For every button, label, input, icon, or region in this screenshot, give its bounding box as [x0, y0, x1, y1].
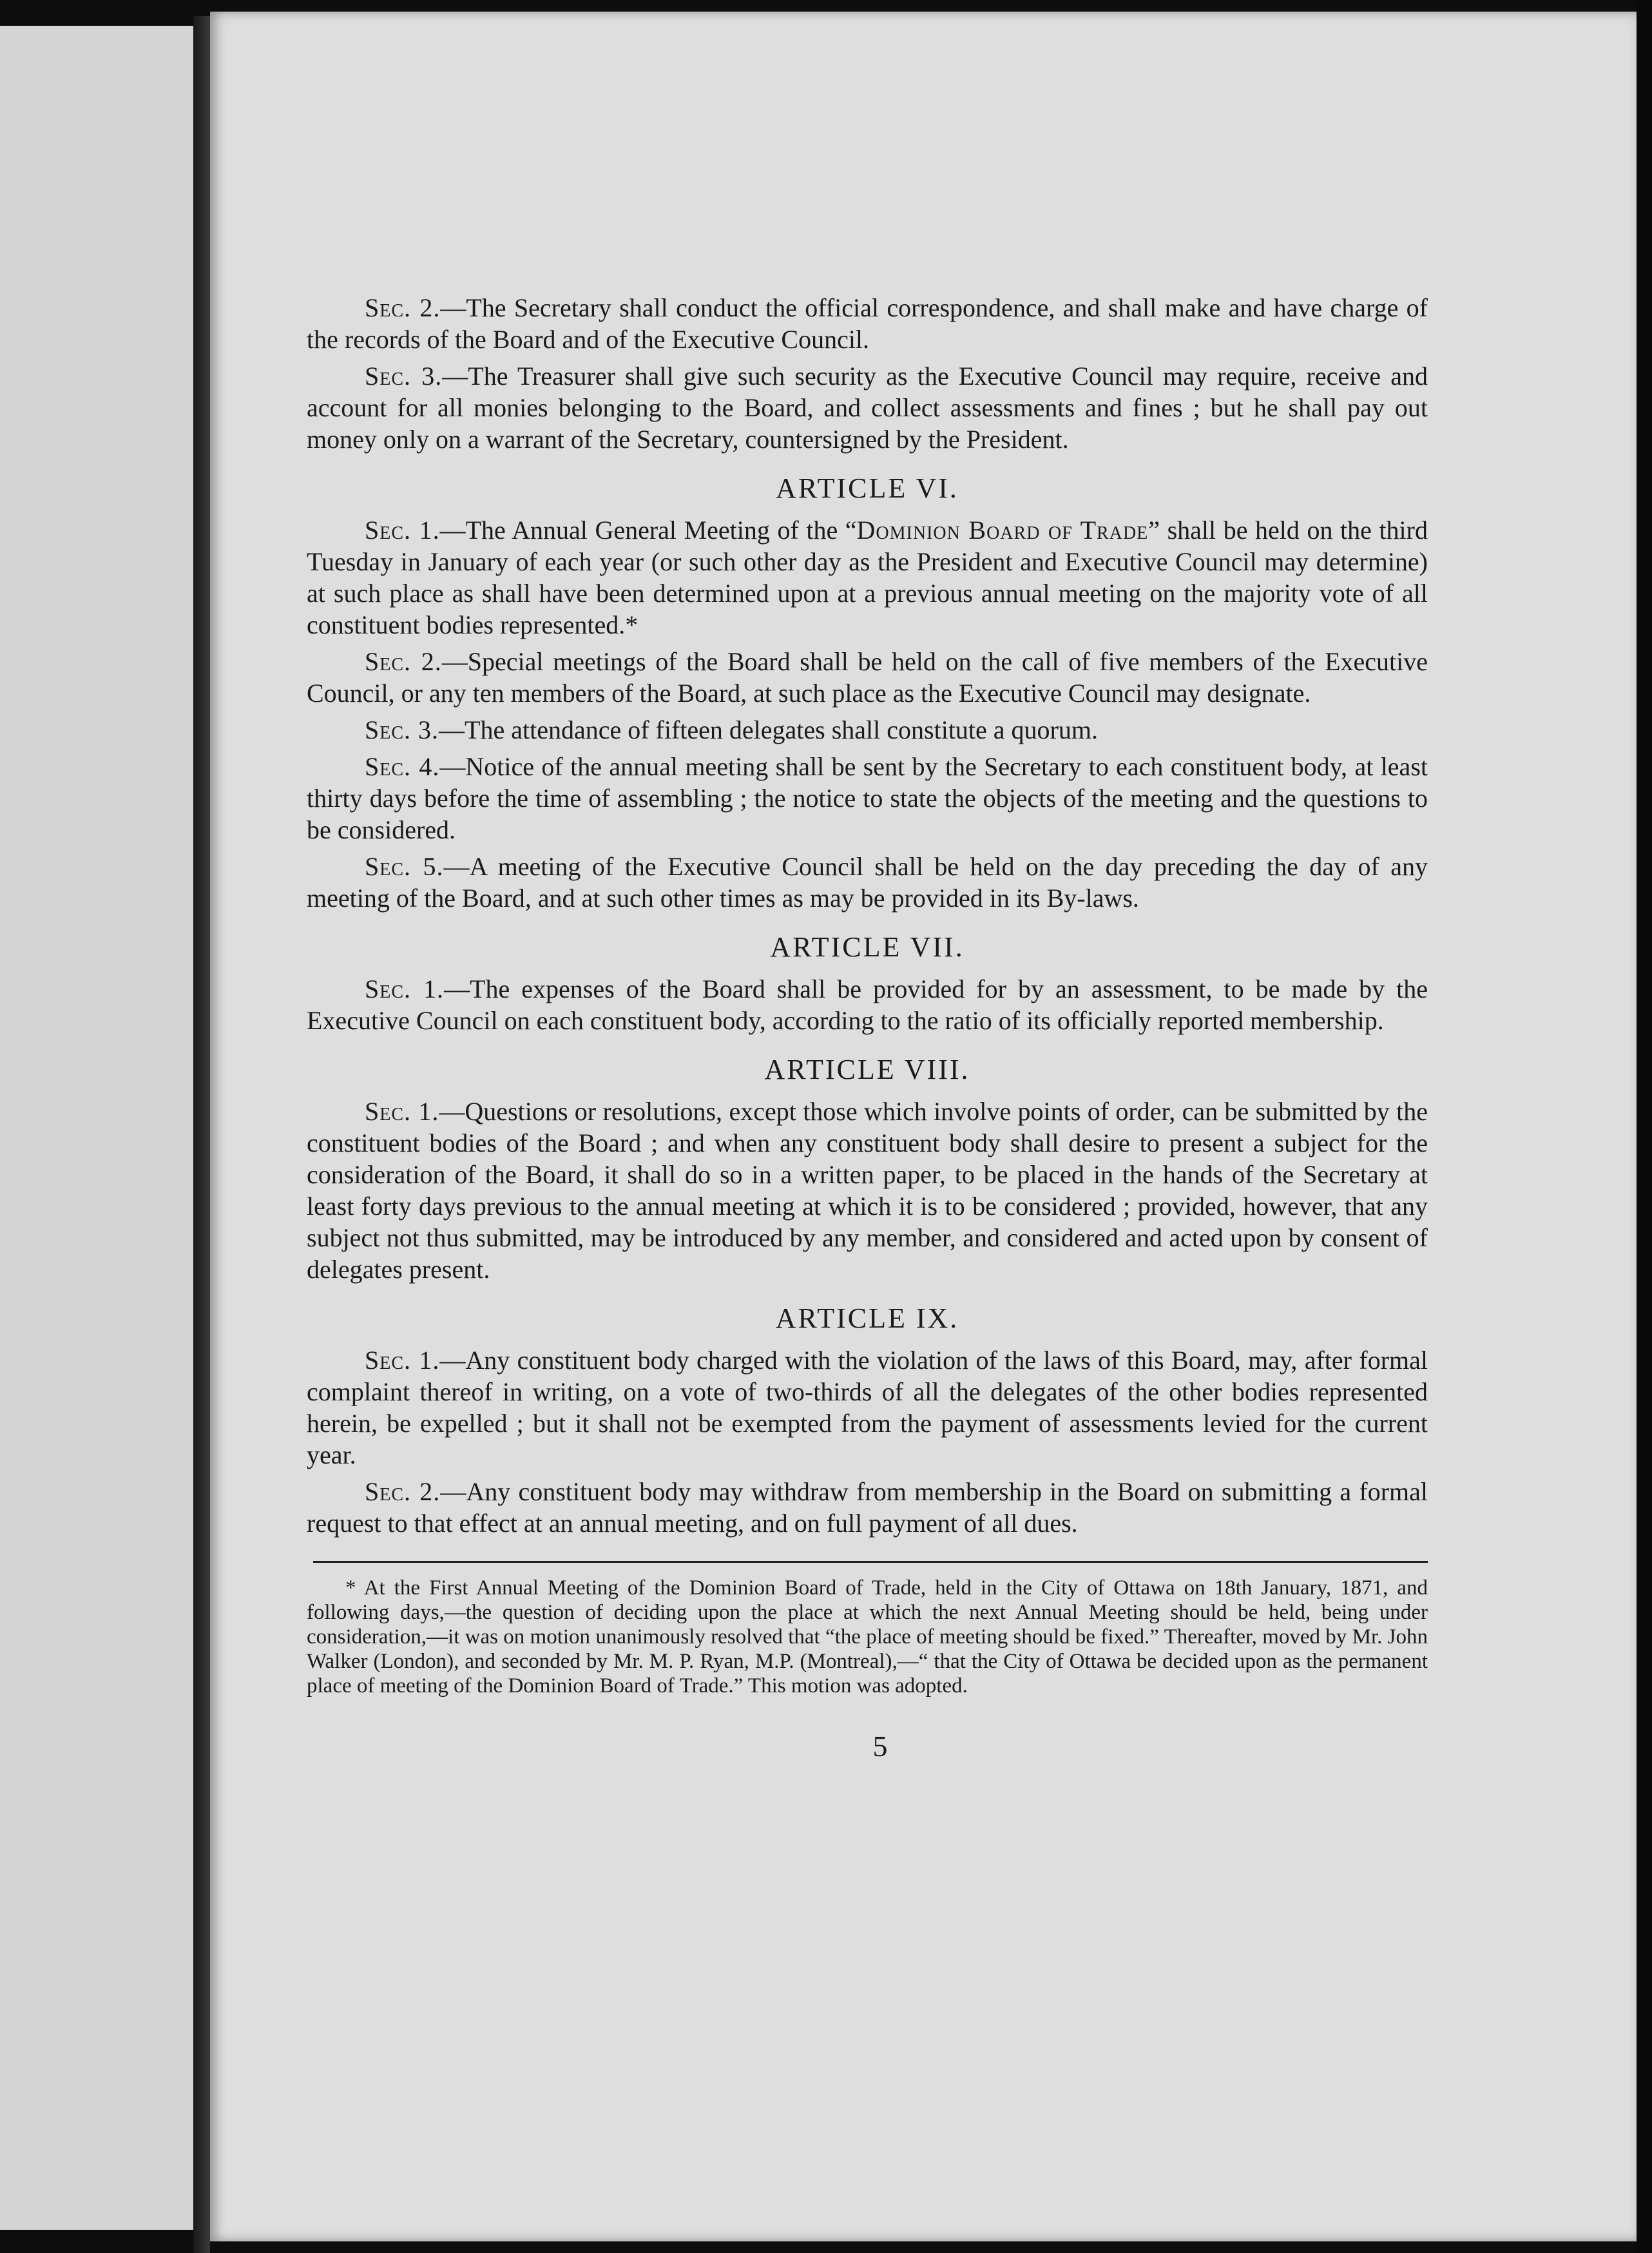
- section-paragraph: [307, 646, 1428, 709]
- section-text: ” shall be held on the third Tuesday in January of each year (or such other day as the President and Executive Council may determine) at such place as shall have been determined upon at a previous annual meeting on the majority vote of all constituent bodies represented.*: [307, 516, 1428, 639]
- book-gutter: [193, 16, 210, 2253]
- scan-border: [1637, 0, 1652, 2253]
- article-heading: ARTICLE IX.: [775, 1302, 959, 1334]
- section-text: —Any constituent body may withdraw from membership in the Board on submitting a formal request to that effect at an annual meeting, and on full payment of all dues.: [307, 1477, 1428, 1538]
- article-heading: ARTICLE VII.: [770, 931, 965, 963]
- section-label: Sec. 1.: [365, 974, 445, 1003]
- section-paragraph: [307, 851, 1428, 914]
- footnote-divider: [313, 1561, 1428, 1563]
- document-page: [210, 12, 1637, 2241]
- article-heading: ARTICLE VI.: [776, 472, 959, 504]
- section-label: Sec. 2.: [365, 293, 441, 322]
- section-label: Sec. 3.: [365, 362, 443, 391]
- section-text: —Questions or resolutions, except those which involve points of order, can be submitted by the constituent bodies of the Board ; and when any constituent body shall desire to present a subject for the consideration of the Board, it shall do so in a written paper, to be placed in the hands of the Secretary at least forty days previous to the annual meeting at which it is to be considered ; provided, however, that any subject not thus submitted, may be introduced by any member, and considered and acted upon by consent of delegates present.: [307, 1097, 1428, 1284]
- section-paragraph: [307, 514, 1428, 641]
- section-paragraph: [307, 973, 1428, 1036]
- footnote: * At the First Annual Meeting of the Dominion Board of Trade, held in the City of Ottawa on 18th January, 1871, and following days,—the question of deciding upon the place at which the next Annual Meeting should be held, being under consideration,—it was on motion unanimously resolved that “the place of meeting should be fixed.” Thereafter, moved by Mr. John Walker (London), and seconded by Mr. M. P. Ryan, M.P. (Montreal),—“ that the City of Ottawa be decided upon as the permanent place of meeting of the Dominion Board of Trade.” This motion was adopted.: [307, 1576, 1428, 1697]
- section-text: —Special meetings of the Board shall be held on the call of five members of the Executive Council, or any ten members of the Board, at such place as the Executive Council may designate.: [307, 647, 1428, 708]
- section-paragraph: [307, 714, 1428, 746]
- section-text: —The Annual General Meeting of the “: [439, 516, 857, 545]
- section-text: —The Secretary shall conduct the official correspondence, and shall make and have charge of the records of the Board and of the Executive Council.: [307, 293, 1428, 354]
- section-label: Sec. 5.: [365, 852, 444, 881]
- section-label: Sec. 1.: [365, 1346, 440, 1375]
- facing-page-edge: [0, 26, 193, 2230]
- board-name: Dominion Board of Trade: [856, 516, 1149, 545]
- article-heading: ARTICLE VIII.: [764, 1054, 970, 1085]
- section-label: Sec. 4.: [365, 752, 440, 781]
- page-number: 5: [872, 1730, 888, 1763]
- section-text: —Any constituent body charged with the violation of the laws of this Board, may, after formal complaint thereof in writing, on a vote of two-thirds of all the delegates of the other bodies represented herein, be expelled ; but it shall not be exempted from the payment of assessments levied for the current year.: [307, 1346, 1428, 1469]
- section-text: —The attendance of fifteen delegates shall constitute a quorum.: [439, 715, 1098, 744]
- section-label: Sec. 1.: [365, 1097, 439, 1126]
- section-label: Sec. 3.: [365, 715, 439, 744]
- section-text: —The Treasurer shall give such security as the Executive Council may require, receive and account for all monies belonging to the Board, and collect assessments and fines ; but he shall pay out money only on a warrant of the Secretary, countersigned by the President.: [307, 362, 1428, 454]
- section-text: —The expenses of the Board shall be provided for by an assessment, to be made by the Executive Council on each constituent body, according to the ratio of its officially reported membership.: [307, 974, 1428, 1035]
- section-paragraph: [307, 292, 1428, 355]
- section-label: Sec. 2.: [365, 1477, 441, 1506]
- section-text: —Notice of the annual meeting shall be sent by the Secretary to each constituent body, at least thirty days before the time of assembling ; the notice to state the objects of the meeting and the questions to be considered.: [307, 752, 1428, 844]
- section-paragraph: [307, 1476, 1428, 1539]
- section-paragraph: [307, 1096, 1428, 1285]
- section-paragraph: [307, 1344, 1428, 1471]
- section-paragraph: [307, 360, 1428, 455]
- section-text: —A meeting of the Executive Council shall be held on the day preceding the day of any meeting of the Board, and at such other times as may be provided in its By-laws.: [307, 852, 1428, 913]
- page-body: [307, 292, 1428, 1762]
- section-label: Sec. 1.: [365, 516, 440, 545]
- section-label: Sec. 2.: [365, 647, 442, 676]
- section-paragraph: [307, 751, 1428, 846]
